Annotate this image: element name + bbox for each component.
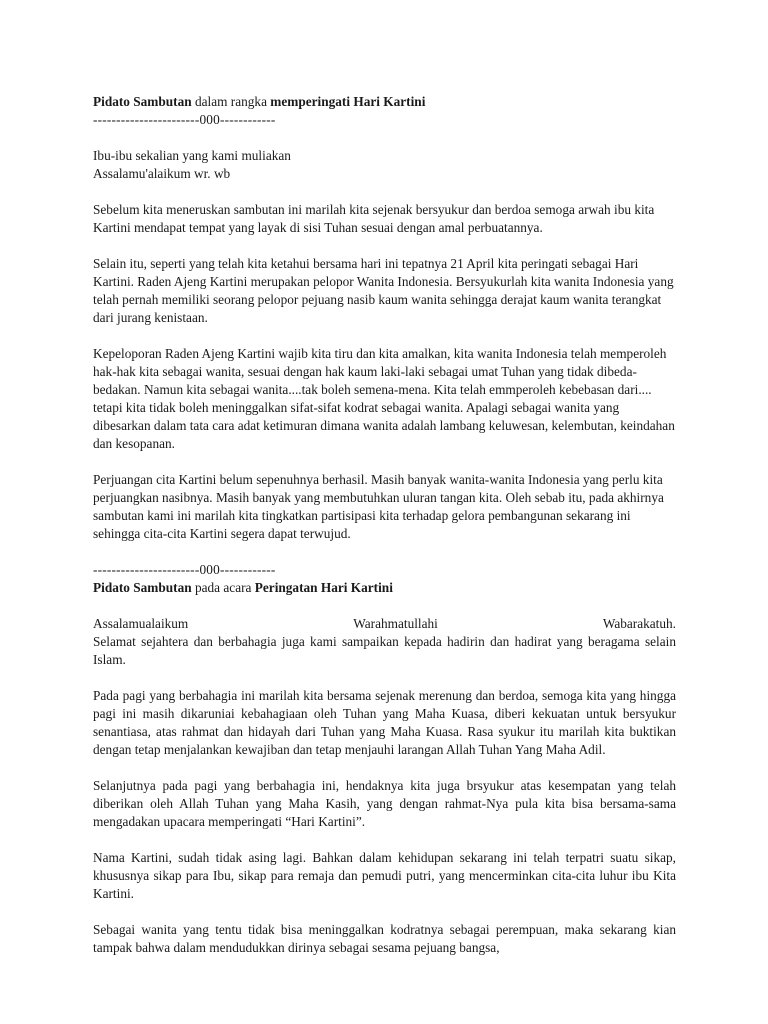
section1-heading-bold1: Pidato Sambutan bbox=[93, 94, 192, 109]
section1-heading-bold2: memperingati Hari Kartini bbox=[270, 94, 426, 109]
greeting-line-2: Assalamu'alaikum wr. wb bbox=[93, 166, 231, 181]
section2-heading bbox=[93, 579, 676, 597]
section2-divider: -----------------------000------------ bbox=[93, 562, 276, 577]
section1-greeting bbox=[93, 147, 676, 183]
salam-word-3: Wabarakatuh. bbox=[602, 616, 676, 631]
section2-greeting bbox=[93, 615, 676, 669]
document-page bbox=[93, 93, 676, 957]
section1-paragraph-3: Kepeloporan Raden Ajeng Kartini wajib kita tiru dan kita amalkan, kita wanita Indonesia telah memperoleh hak-hak kita sebagai wanita, sesuai dengan hak kaum laki-laki sebagai umat Tuhan yang tidak dibeda-bedakan. Namun kita sebagai wanita....tak boleh semena-mena. Kita telah emmperoleh kebebasan dari.... tetapi kita tidak boleh meninggalkan sifat-sifat kodrat sebagai wanita. Apalagi sebagai wanita yang dibesarkan dalam tata cara adat ketimuran dimana wanita adalah lambang keluwesan, kelembutan, keindahan dan kesopanan. bbox=[93, 346, 675, 451]
salam-row bbox=[93, 615, 676, 633]
section1-heading-normal: dalam rangka bbox=[191, 94, 271, 109]
section1-paragraph-4: Perjuangan cita Kartini belum sepenuhnya berhasil. Masih banyak wanita-wanita Indonesia yang perlu kita perjuangkan nasibnya. Masih banyak yang membutuhkan uluran tangan kita. Oleh sebab itu, pada akhirnya sambutan kami ini marilah kita tingkatkan partisipasi kita terhadap gelora pembangunan sekarang ini sehingga cita-cita Kartini segera dapat terwujud. bbox=[93, 472, 664, 541]
section2-heading-bold1: Pidato Sambutan bbox=[93, 580, 192, 595]
greeting-line-1: Ibu-ibu sekalian yang kami muliakan bbox=[93, 148, 291, 163]
section1-divider: -----------------------000------------ bbox=[93, 112, 276, 127]
section2-paragraph-1: Pada pagi yang berbahagia ini marilah kita bersama sejenak merenung dan berdoa, semoga kita yang hingga pagi ini masih dikaruniai kebahagiaan oleh Tuhan yang Maha Kuasa, diberi kekuatan untuk bersyukur senantiasa, atas rahmat dan hidayah dari Tuhan yang Maha Kuasa. Rasa syukur itu marilah kita buktikan dengan tetap menjalankan kewajiban dan tetap menjauhi larangan Allah Tuhan Yang Maha Adil. bbox=[93, 688, 676, 757]
salam-word-1: Assalamualaikum bbox=[93, 616, 189, 631]
section1-paragraph-2: Selain itu, seperti yang telah kita ketahui bersama hari ini tepatnya 21 April kita peringati sebagai Hari Kartini. Raden Ajeng Kartini merupakan pelopor Wanita Indonesia. Bersyukurlah kita wanita Indonesia yang telah pernah memiliki seorang pelopor pejuang nasib kaum wanita sehingga derajat kaum wanita terangkat dari jurang kenistaan. bbox=[93, 256, 674, 325]
section2-heading-bold2: Peringatan Hari Kartini bbox=[254, 580, 393, 595]
section1-paragraph-1: Sebelum kita meneruskan sambutan ini marilah kita sejenak bersyukur dan berdoa semoga arwah ibu kita Kartini mendapat tempat yang layak di sisi Tuhan sesuai dengan amal perbuatannya. bbox=[93, 202, 655, 235]
section1-heading bbox=[93, 93, 676, 111]
greeting-rest: Selamat sejahtera dan berbahagia juga kami sampaikan kepada hadirin dan hadirat yang beragama selain Islam. bbox=[93, 634, 676, 667]
section2-paragraph-4: Sebagai wanita yang tentu tidak bisa meninggalkan kodratnya sebagai perempuan, maka sekarang kian tampak bahwa dalam mendudukkan dirinya sebagai sesama pejuang bangsa, bbox=[93, 922, 676, 955]
section2-paragraph-2: Selanjutnya pada pagi yang berbahagia ini, hendaknya kita juga brsyukur atas kesempatan yang telah diberikan oleh Allah Tuhan yang Maha Kasih, yang dengan rahmat-Nya pula kita bisa bersama-sama mengadakan upacara memperingati “Hari Kartini”. bbox=[93, 778, 676, 829]
section2-heading-normal: pada acara bbox=[191, 580, 255, 595]
salam-word-2: Warahmatullahi bbox=[353, 616, 438, 631]
section2-paragraph-3: Nama Kartini, sudah tidak asing lagi. Bahkan dalam kehidupan sekarang ini telah terpatri suatu sikap, khususnya sikap para Ibu, sikap para remaja dan pemudi putri, yang mencerminkan cita-cita luhur ibu Kita Kartini. bbox=[93, 850, 676, 901]
